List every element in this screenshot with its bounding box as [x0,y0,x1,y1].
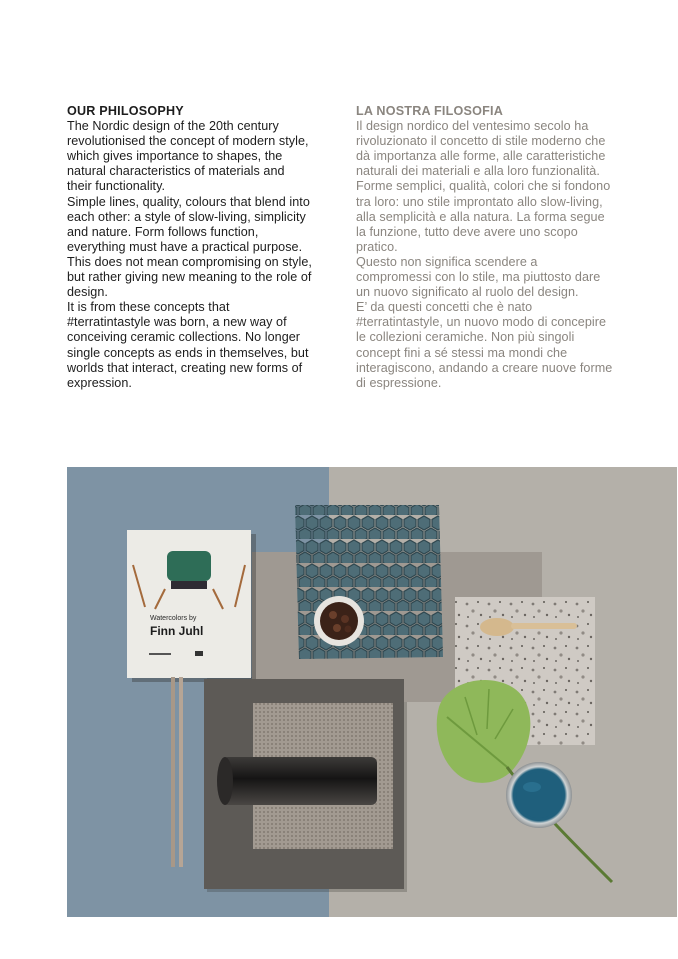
italian-line: compromessi con lo stile, ma piuttosto dare [356,270,601,285]
italian-line: dà importanza alle forme, alle caratteristiche [356,149,606,164]
italian-line: naturali dei materiali e alla loro funzionalità. [356,164,600,179]
english-line: which gives importance to shapes, the [67,149,283,164]
english-line: single concepts as ends in themselves, but [67,345,309,360]
english-line: their functionality. [67,179,166,194]
italian-line: E’ da questi concetti che è nato [356,300,533,315]
black-tube [217,757,377,805]
wooden-stick [171,677,175,867]
english-line: #terratintastyle was born, a new way of [67,315,287,330]
italian-line: tra loro: uno stile improntato allo slow-living, [356,194,603,209]
english-line: It is from these concepts that [67,300,230,315]
paint-can [506,762,572,828]
moodboard-photo [67,467,677,917]
italian-line: interagiscono, andando a creare nuove forme [356,360,613,375]
english-line: design. [67,285,108,300]
italian-line: Forme semplici, qualità, colori che si fondono [356,179,611,194]
english-line: conceiving ceramic collections. No longer [67,330,301,345]
english-line: but rather giving new meaning to the role of [67,270,312,285]
book-subtitle: Watercolors by [150,615,197,622]
hexagon-mosaic-tile [295,505,443,659]
finn-juhl-book [127,530,256,682]
english-line: revolutionised the concept of modern style, [67,134,309,149]
italian-line: pratico. [356,239,398,254]
english-line: expression. [67,375,132,390]
italian-line: concept fini a sé stessi ma mondi che [356,345,568,360]
italian-line: Questo non significa scendere a [356,254,538,269]
english-body [67,119,339,391]
italian-body [356,119,632,391]
english-line: Simple lines, quality, colours that blend into [67,194,310,209]
italian-line: un nuovo significato al ruolo del design. [356,285,579,300]
italian-line: di espressione. [356,375,442,390]
wooden-stick [179,677,183,867]
english-line: natural characteristics of materials and [67,164,285,179]
italian-heading: LA NOSTRA FILOSOFIA [356,104,503,118]
english-line: everything must have a practical purpose. [67,239,303,254]
english-line: This does not mean compromising on style, [67,254,312,269]
italian-line: rivoluzionato il concetto di stile moderno che [356,134,606,149]
coffee-bowl [314,596,364,646]
english-heading: OUR PHILOSOPHY [67,104,184,118]
english-line: The Nordic design of the 20th century [67,119,279,134]
english-line: and nature. Form follows function, [67,224,259,239]
book-title: Finn Juhl [150,624,204,638]
italian-column [356,104,632,391]
english-line: worlds that interact, creating new forms of [67,360,303,375]
italian-line: la funzione, tutto deve avere uno scopo [356,224,578,239]
italian-line: le collezioni ceramiche. Non più singoli [356,330,575,345]
italian-line: Il design nordico del ventesimo secolo ha [356,119,589,134]
english-column [67,104,339,391]
italian-line: #terratintastyle, un nuovo modo di concepire [356,315,607,330]
italian-line: alla semplicità e alla natura. La forma segue [356,209,605,224]
english-line: each other: a style of slow-living, simplicity [67,209,306,224]
moodboard-illustration [67,467,677,917]
